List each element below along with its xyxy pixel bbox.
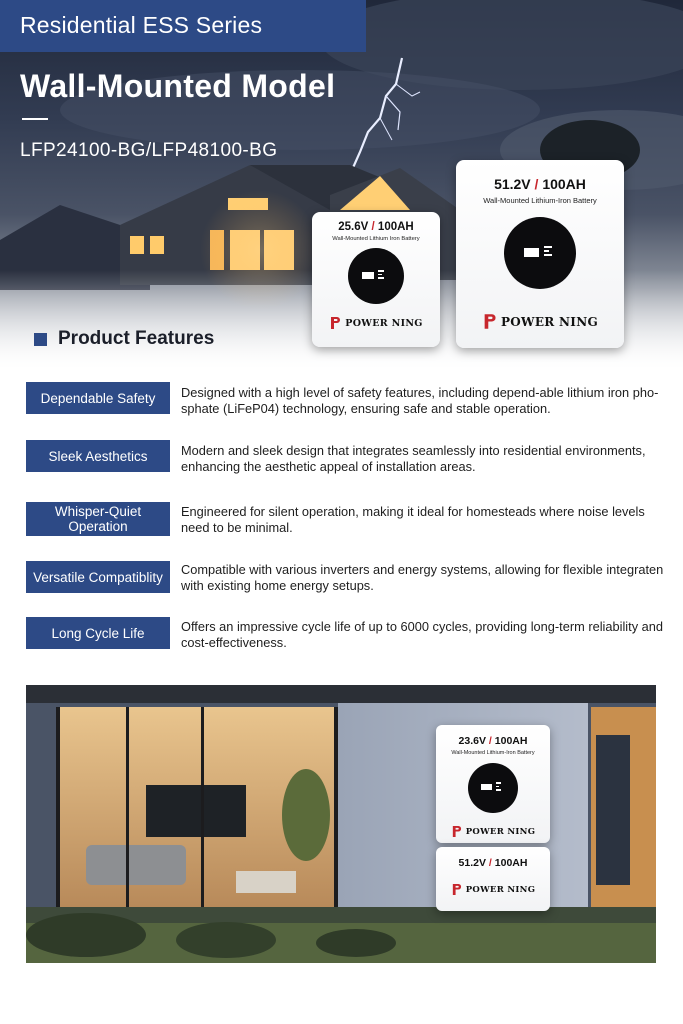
feature-label: Sleek Aesthetics	[26, 440, 170, 472]
battery-brand-label: POWER NING	[465, 884, 536, 895]
battery-display-icon	[348, 248, 404, 304]
feature-label: Dependable Safety	[26, 382, 170, 414]
feature-label: Versatile Compatiblity	[26, 561, 170, 593]
feature-description: Modern and sleek design that integrates seamlessly into residential environments, enhancing the aesthetic appeal of installation areas.	[181, 443, 646, 474]
battery-spec	[436, 735, 550, 747]
battery-capacity: 100AH	[542, 176, 586, 192]
battery-slash: /	[488, 857, 492, 869]
battery-voltage: 51.2V	[458, 857, 486, 869]
feature-description: Designed with a high level of safety features, including depend-able lithium iron pho-sphate (LiFeP04) technology, ensuring safe and stable operation.	[181, 385, 659, 416]
battery-slash: /	[534, 176, 539, 192]
battery-brand-label: POWER NING	[465, 826, 536, 837]
battery-subtitle: Wall-Mounted Lithium-Iron Battery	[451, 750, 535, 756]
battery-brand	[436, 883, 550, 896]
hero-banner	[0, 0, 683, 370]
battery-voltage: 25.6V	[338, 221, 369, 233]
battery-capacity: 100AH	[494, 857, 528, 869]
battery-slash: /	[371, 221, 375, 233]
battery-slash: /	[488, 735, 492, 747]
feature-description: Offers an impressive cycle life of up to 6000 cycles, providing long-term reliability and cost-effectiveness.	[181, 619, 664, 650]
feature-label: Long Cycle Life	[26, 617, 170, 649]
battery-unit-large	[456, 160, 624, 348]
battery-brand-label: POWER NING	[345, 317, 423, 329]
battery-spec	[436, 857, 550, 869]
battery-unit-stack-bottom	[436, 847, 550, 911]
power-ning-logo-icon	[329, 316, 341, 330]
battery-voltage: 51.2V	[494, 176, 531, 192]
features-heading	[34, 328, 214, 350]
features-heading-label: Product Features	[58, 328, 215, 349]
installation-photo	[26, 685, 656, 963]
battery-brand	[456, 313, 624, 330]
power-ning-logo-icon	[451, 825, 462, 838]
feature-label: Whisper-Quiet Operation	[26, 502, 170, 536]
feature-description: Engineered for silent operation, making it ideal for homesteads where noise levels need to be minimal.	[181, 504, 645, 535]
power-ning-logo-icon	[451, 883, 462, 896]
model-numbers: LFP24100-BG/LFP48100-BG	[20, 140, 278, 161]
battery-spec	[456, 176, 624, 192]
heading-square-icon	[34, 333, 47, 346]
page-title: Wall-Mounted Model	[20, 68, 336, 104]
battery-display-icon	[468, 763, 518, 813]
battery-unit-stack-top	[436, 725, 550, 843]
modern-house-scene	[26, 685, 656, 963]
battery-brand	[312, 316, 440, 330]
battery-capacity: 100AH	[377, 221, 414, 233]
battery-voltage: 23.6V	[458, 735, 486, 747]
battery-display-icon	[504, 217, 576, 289]
series-banner: Residential ESS Series	[0, 0, 366, 52]
battery-brand	[436, 825, 550, 838]
battery-capacity: 100AH	[494, 735, 528, 747]
battery-unit-small	[312, 212, 440, 347]
battery-subtitle: Wall-Mounted Lithium-Iron Battery	[483, 196, 597, 205]
battery-subtitle: Wall-Mounted Lithium Iron Battery	[332, 236, 420, 242]
battery-brand-label: POWER NING	[500, 314, 599, 329]
battery-spec	[312, 221, 440, 233]
feature-description: Compatible with various inverters and energy systems, allowing for flexible integraten with existing home energy setups.	[181, 562, 664, 593]
power-ning-logo-icon	[482, 313, 497, 330]
title-divider	[22, 118, 48, 120]
